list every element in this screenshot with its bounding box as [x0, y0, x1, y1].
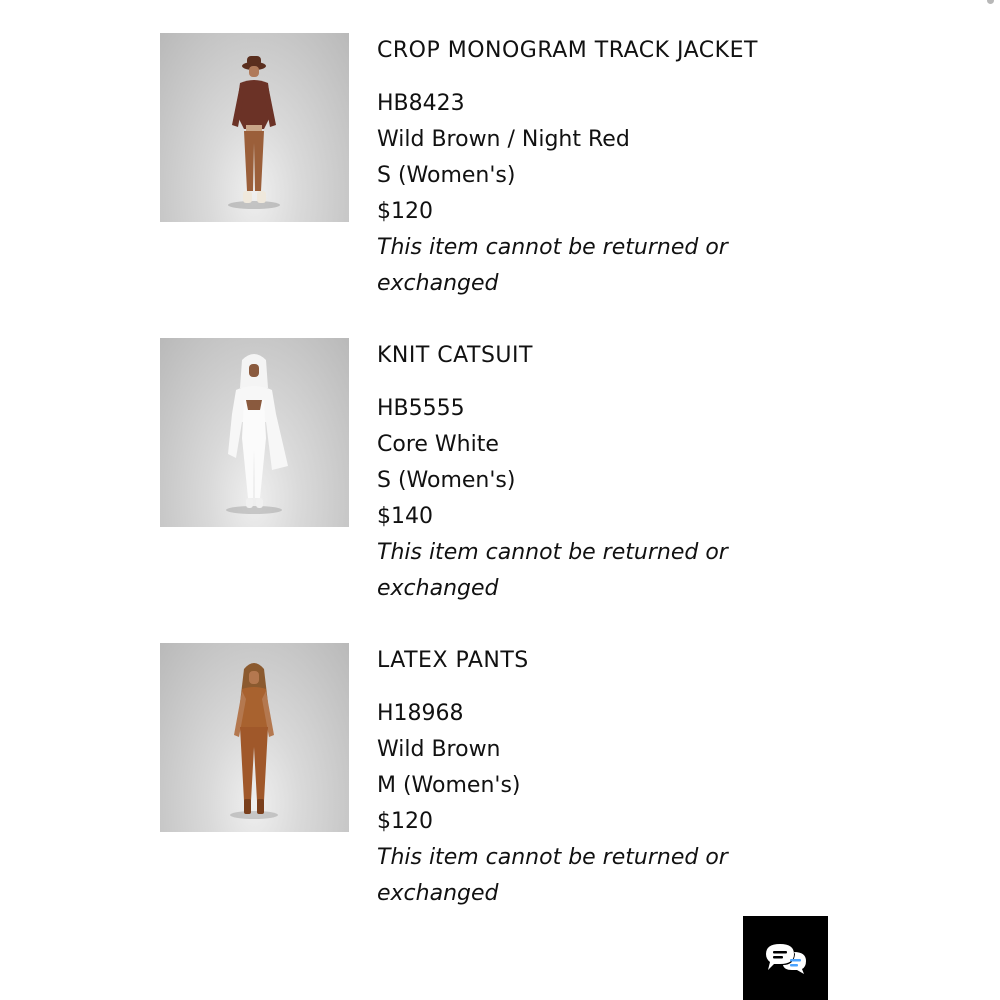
- item-details: [377, 643, 797, 912]
- product-name[interactable]: KNIT CATSUIT: [377, 343, 533, 368]
- product-size: M (Women's): [377, 773, 521, 798]
- product-sku: H18968: [377, 701, 464, 726]
- chat-button[interactable]: [743, 916, 828, 1000]
- product-price: $120: [377, 199, 433, 224]
- model-figure-catsuit: [160, 338, 349, 527]
- product-image[interactable]: [160, 338, 349, 527]
- product-color: Core White: [377, 432, 499, 457]
- product-image[interactable]: [160, 33, 349, 222]
- item-details: [377, 338, 797, 607]
- item-details: [377, 33, 797, 302]
- product-image[interactable]: [160, 643, 349, 832]
- product-size: S (Women's): [377, 468, 516, 493]
- model-figure-jacket: [160, 33, 349, 222]
- chat-bubbles-icon: [764, 940, 808, 976]
- return-policy-note: This item cannot be returned or exchanged: [377, 845, 728, 906]
- model-figure-pants: [160, 643, 349, 832]
- order-item: [160, 643, 800, 933]
- product-name[interactable]: LATEX PANTS: [377, 648, 529, 673]
- order-item: [160, 33, 800, 323]
- product-color: Wild Brown / Night Red: [377, 127, 630, 152]
- product-sku: HB5555: [377, 396, 465, 421]
- return-policy-note: This item cannot be returned or exchanged: [377, 235, 728, 296]
- product-price: $120: [377, 809, 433, 834]
- product-size: S (Women's): [377, 163, 516, 188]
- order-item: [160, 338, 800, 628]
- product-sku: HB8423: [377, 91, 465, 116]
- product-name[interactable]: CROP MONOGRAM TRACK JACKET: [377, 38, 758, 63]
- product-price: $140: [377, 504, 433, 529]
- product-color: Wild Brown: [377, 737, 501, 762]
- scroll-indicator: [987, 0, 994, 4]
- return-policy-note: This item cannot be returned or exchanged: [377, 540, 728, 601]
